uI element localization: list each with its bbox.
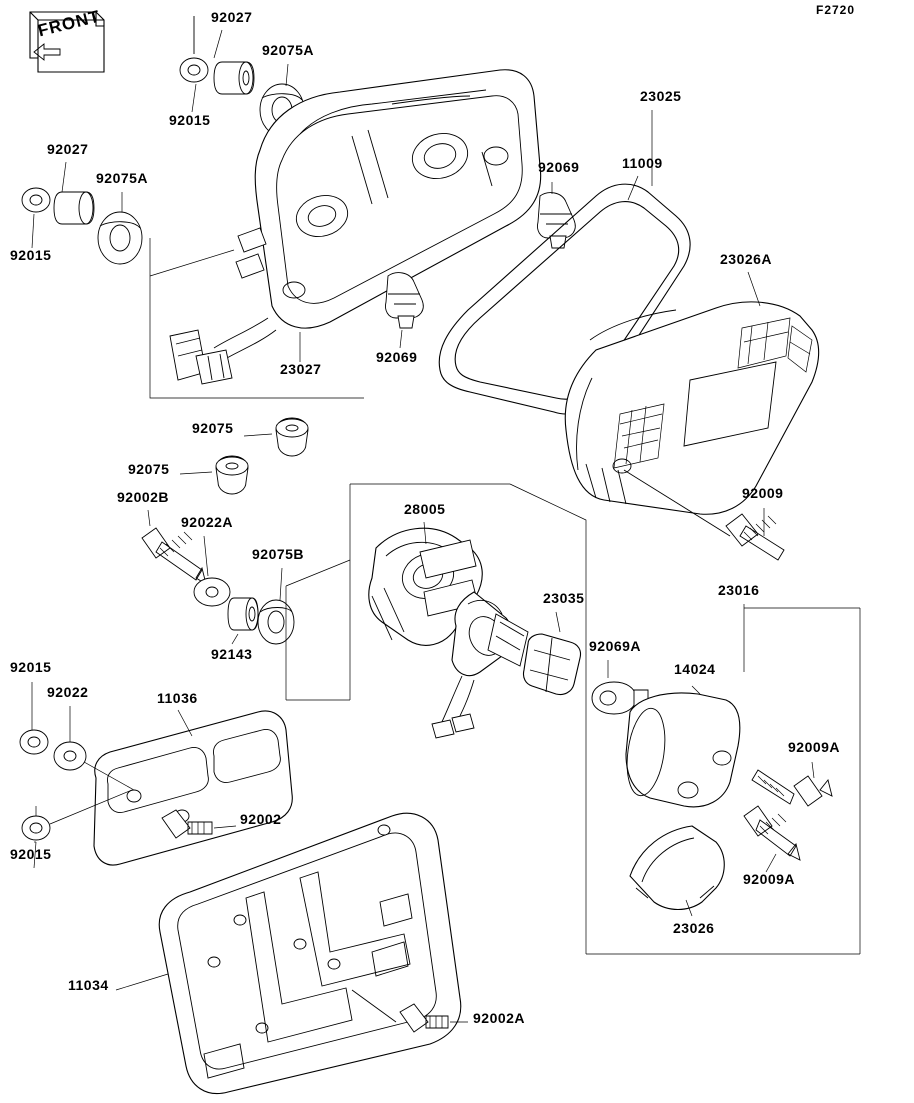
bracket-23035 [523, 634, 580, 695]
fastener-92027-left [22, 188, 50, 212]
lens-23026A [565, 302, 819, 514]
part-label-92069A: 92069A [589, 638, 642, 654]
part-label-92002B: 92002B [117, 489, 170, 505]
fastener-92015-left [54, 192, 94, 224]
part-label-92075A-left: 92075A [96, 170, 149, 186]
part-label-23027: 23027 [280, 361, 322, 377]
cover-14024 [622, 693, 740, 807]
part-label-14024: 14024 [674, 661, 716, 677]
part-label-23026: 23026 [673, 920, 715, 936]
front-marker-label: FRONT [36, 6, 103, 41]
part-label-92075B: 92075B [252, 546, 305, 562]
part-label-92027-top: 92027 [211, 9, 253, 25]
plate-holder-11034 [159, 813, 461, 1093]
part-label-92015-left: 92015 [10, 247, 52, 263]
diagram-number: F2720 [816, 3, 856, 17]
part-label-23035: 23035 [543, 590, 585, 606]
fastener-92027-top [180, 16, 208, 82]
bracket-11036 [94, 711, 292, 865]
part-label-92015-b1: 92015 [10, 659, 52, 675]
part-label-92009A-right: 92009A [788, 739, 841, 755]
part-label-23026A: 23026A [720, 251, 773, 267]
grommet-92075B [258, 600, 294, 644]
part-label-92002A: 92002A [473, 1010, 526, 1026]
screw-92002B [142, 528, 206, 584]
part-label-28005: 28005 [404, 501, 446, 517]
part-label-92075-upper: 92075 [192, 420, 234, 436]
washer-92022A [194, 578, 230, 606]
part-label-23025: 23025 [640, 88, 682, 104]
part-label-92009: 92009 [742, 485, 784, 501]
screw-92009A-lower [744, 806, 800, 860]
nut-92015-b2 [22, 816, 50, 840]
washer-92022 [54, 742, 86, 770]
collar-92143 [228, 598, 258, 630]
taillight-assembly-23027 [170, 70, 541, 384]
bulb-92069-lower [385, 273, 423, 328]
part-label-92075-lower: 92075 [128, 461, 170, 477]
grommet-92075-lower [216, 456, 248, 494]
part-label-92143: 92143 [211, 646, 253, 662]
fastener-92075A-left [98, 212, 142, 264]
fastener-92015-top [214, 62, 254, 94]
part-label-92069-lower: 92069 [376, 349, 418, 365]
nut-92015-b1 [20, 730, 48, 754]
front-arrow-icon [30, 12, 104, 72]
part-label-92002: 92002 [240, 811, 282, 827]
part-label-92022: 92022 [47, 684, 89, 700]
grommet-92075-upper [276, 418, 308, 456]
part-label-11009: 11009 [622, 155, 663, 171]
part-label-92009A-lower: 92009A [743, 871, 796, 887]
part-label-11036: 11036 [157, 690, 198, 706]
part-label-11034: 11034 [68, 977, 109, 993]
bulb-92069-upper [537, 193, 575, 248]
part-label-23016: 23016 [718, 582, 760, 598]
screw-92009A-right [752, 770, 832, 806]
part-label-92015-b2: 92015 [10, 846, 52, 862]
part-label-92015-top: 92015 [169, 112, 211, 128]
part-label-92069-upper: 92069 [538, 159, 580, 175]
part-label-92022A: 92022A [181, 514, 234, 530]
part-label-92075A-top: 92075A [262, 42, 315, 58]
part-label-92027-left: 92027 [47, 141, 89, 157]
reflector-23026 [630, 826, 724, 910]
